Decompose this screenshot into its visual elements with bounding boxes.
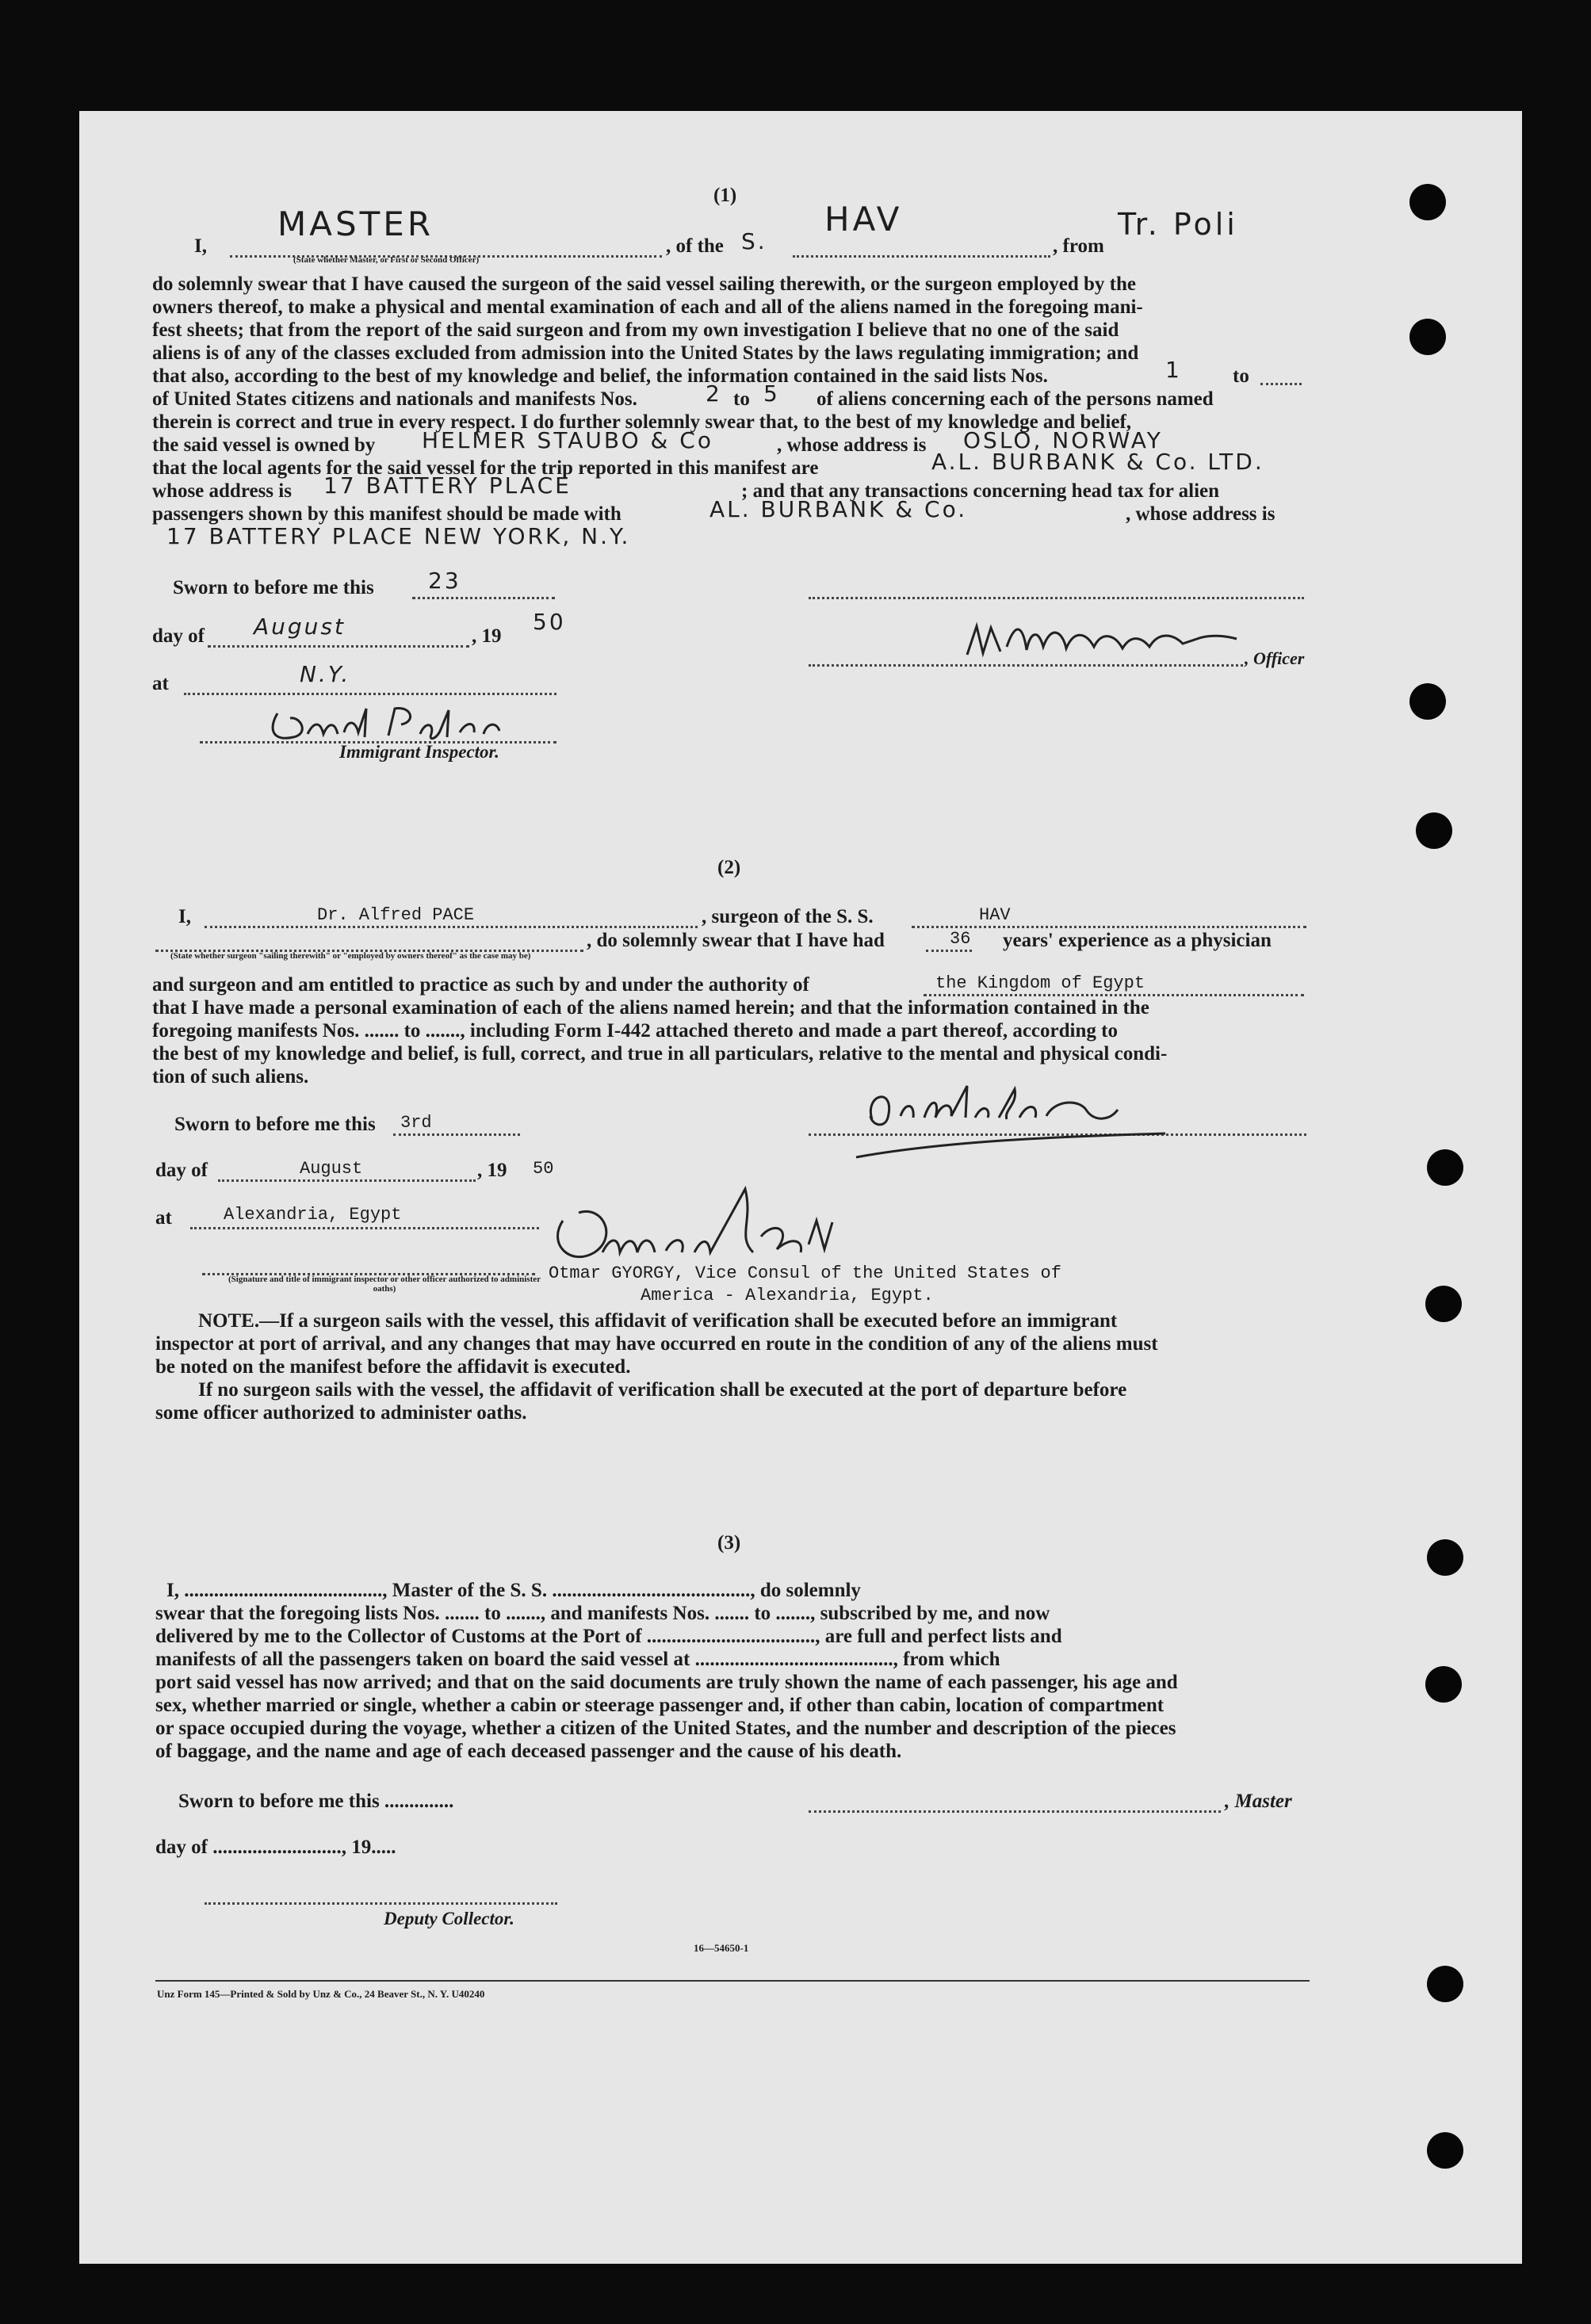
passengers-label: passengers shown by this manifest should be made with	[152, 503, 621, 525]
section-3-line: sex, whether married or single, whether a cabin or steerage passenger and, if other than cabin, location of compartment	[155, 1695, 1165, 1716]
manifests-after: of aliens concerning each of the persons named	[817, 388, 1214, 410]
master-handwritten: MASTER	[277, 204, 434, 243]
day-of-label: day of	[152, 625, 205, 647]
lists-from: 1	[1165, 357, 1182, 383]
month-line	[208, 645, 469, 648]
punch-hole	[1427, 1149, 1463, 1186]
consul-line-1: Otmar GYORGY, Vice Consul of the United States of	[549, 1263, 1061, 1283]
place-line-2	[190, 1227, 539, 1229]
agents-name: A.L. BURBANK & Co. LTD.	[931, 449, 1264, 475]
officer-line-top	[809, 597, 1304, 599]
body-line: owners thereof, to make a physical and mental examination of each and all of the aliens named in the foregoing mani-	[152, 296, 1143, 318]
year-handwritten: 50	[533, 609, 566, 635]
owner-address: OSLO, NORWAY	[963, 427, 1163, 453]
place-handwritten: N.Y.	[300, 661, 351, 687]
punch-hole	[1427, 1539, 1463, 1576]
place-typed: Alexandria, Egypt	[224, 1205, 402, 1225]
sig-note: (Signature and title of immigrant inspector or other officer authorized to administer oaths)	[228, 1275, 541, 1294]
surgeon-signature	[848, 1078, 1181, 1165]
year-prefix-2: , 19	[477, 1160, 507, 1181]
at-label: at	[152, 673, 169, 694]
section-2-number: (2)	[717, 857, 741, 878]
sworn-label-3: Sworn to before me this ..............	[178, 1791, 454, 1812]
printer-line: Unz Form 145—Printed & Sold by Unz & Co., 24 Beaver St., N. Y. U40240	[157, 1988, 485, 2000]
years-label: years' experience as a physician	[1003, 930, 1272, 951]
section-1-number: (1)	[713, 185, 737, 206]
ship-name: HAV	[824, 200, 903, 239]
body-line: the best of my knowledge and belief, is full, correct, and true in all particulars, relative to the mental and physical condi-	[152, 1043, 1168, 1065]
section-3-line: or space occupied during the voyage, whether a citizen of the United States, and the number and description of the pieces	[155, 1718, 1176, 1739]
deputy-line	[205, 1902, 557, 1905]
section-1-i: I,	[194, 235, 207, 257]
month-handwritten: August	[254, 613, 346, 640]
manifests-from: 2	[706, 380, 722, 407]
punch-hole	[1416, 812, 1452, 849]
section-2-i: I,	[178, 906, 191, 927]
whose-address-end: , whose address is	[1126, 503, 1275, 525]
body-line: foregoing manifests Nos. ....... to ......., including Form I-442 attached thereto and made a part thereof, according to	[152, 1020, 1118, 1042]
section-3-line: port said vessel has now arrived; and that on the said documents are truly shown the name of each passenger, his age and	[155, 1672, 1178, 1693]
head-tax-agent: AL. BURBANK & Co.	[709, 496, 968, 522]
section-3-number: (3)	[717, 1532, 741, 1554]
swear-label: , do solemnly swear that I have had	[587, 930, 885, 951]
deputy-label: Deputy Collector.	[384, 1909, 514, 1928]
agents-address-label: whose address is	[152, 480, 292, 502]
section-3-line: delivered by me to the Collector of Customs at the Port of .................................., are full and perfect lists and	[155, 1626, 1062, 1647]
surgeon-ship: HAV	[979, 905, 1011, 925]
punch-hole	[1425, 1666, 1462, 1703]
place-line	[184, 693, 556, 695]
lists-to-line	[1260, 383, 1302, 385]
ss-prefix: S.	[741, 228, 767, 254]
punch-hole	[1409, 683, 1446, 720]
form-code: 16—54650-1	[694, 1942, 749, 1954]
surgeon-ship-line	[912, 926, 1306, 928]
years-typed: 36	[950, 929, 971, 949]
ship-line	[793, 255, 1050, 258]
officer-label: , Officer	[1245, 648, 1305, 668]
section-3-line: swear that the foregoing lists Nos. ....... to ......., and manifests Nos. ....... to ......., subscribed by me, and now	[155, 1603, 1050, 1624]
body-line: that also, according to the best of my knowledge and belief, the information contained in the said lists Nos.	[152, 365, 1048, 387]
body-line: do solemnly swear that I have caused the surgeon of the said vessel sailing therewith, or the surgeon employed by the	[152, 273, 1136, 295]
punch-hole	[1409, 184, 1446, 220]
master-label: , Master	[1225, 1791, 1292, 1812]
sworn-day-2: 3rd	[400, 1113, 432, 1133]
note-line: NOTE.—If a surgeon sails with the vessel, this affidavit of verification shall be executed before an immigrant	[198, 1310, 1118, 1332]
consul-signature	[539, 1173, 856, 1276]
punch-hole	[1427, 2132, 1463, 2169]
inspector-title: Immigrant Inspector.	[339, 742, 499, 762]
body-line: therein is correct and true in every respect. I do further solemnly swear that, to the best of my knowledge and belief,	[152, 411, 1132, 433]
owned-by-label: the said vessel is owned by	[152, 434, 376, 456]
day-of-label-2: day of	[155, 1160, 208, 1181]
surgeon-name: Dr. Alfred PACE	[317, 905, 475, 925]
owner-address-label: , whose address is	[777, 434, 927, 456]
punch-hole	[1409, 319, 1446, 355]
body-line: that I have made a personal examination of each of the aliens named herein; and that the information contained in the	[152, 997, 1149, 1019]
inspector-signature	[262, 698, 523, 747]
body-line: fest sheets; that from the report of the said surgeon and from my own investigation I believe that no one of the said	[152, 319, 1119, 341]
agents-label: that the local agents for the said vessel for the trip reported in this manifest are	[152, 457, 819, 479]
section-3-line: I, ........................................, Master of the S. S. ........................................, do solemnly	[166, 1580, 861, 1601]
at-label-2: at	[155, 1207, 172, 1229]
note-line: If no surgeon sails with the vessel, the affidavit of verification shall be executed at the port of departure before	[198, 1379, 1127, 1401]
note-line: inspector at port of arrival, and any changes that may have occurred en route in the condition of any of the aliens must	[155, 1333, 1158, 1355]
year-typed: 50	[533, 1159, 554, 1179]
manifests-to-label: to	[733, 388, 750, 410]
officer-signature	[959, 615, 1253, 671]
from-label: , from	[1053, 235, 1104, 257]
surgeon-of-label: , surgeon of the S. S.	[702, 906, 874, 927]
authority-label: and surgeon and am entitled to practice as such by and under the authority of	[152, 974, 809, 996]
agents-address: 17 BATTERY PLACE	[323, 472, 572, 499]
year-prefix: , 19	[472, 625, 502, 647]
footer-rule	[155, 1980, 1310, 1982]
punch-hole	[1427, 1966, 1463, 2002]
body-line: of United States citizens and nationals and manifests Nos.	[152, 388, 637, 410]
state-note: (State whether Master, or First or Second Officer)	[293, 255, 480, 265]
body-line: aliens is of any of the classes excluded from admission into the United States by the laws regulating immigration; and	[152, 342, 1139, 364]
from-port: Tr. Poli	[1118, 207, 1238, 242]
body-line: tion of such aliens.	[152, 1066, 309, 1087]
punch-hole	[1425, 1286, 1462, 1322]
lists-to-label: to	[1233, 365, 1249, 387]
of-the-label: , of the	[666, 235, 724, 257]
note-line: be noted on the manifest before the affidavit is executed.	[155, 1356, 631, 1378]
month-typed: August	[300, 1159, 363, 1179]
day-of-label-3: day of .........................., 19.....	[155, 1837, 396, 1858]
manifests-to: 5	[763, 380, 780, 407]
head-tax-address: 17 BATTERY PLACE NEW YORK, N.Y.	[166, 523, 631, 549]
sworn-label: Sworn to before me this	[173, 577, 374, 598]
consul-line-2: America - Alexandria, Egypt.	[641, 1286, 934, 1305]
sworn-label-2: Sworn to before me this	[174, 1114, 376, 1135]
note-line: some officer authorized to administer oaths.	[155, 1402, 527, 1424]
master-sig-line	[809, 1810, 1221, 1813]
surgeon-state-note: (State whether surgeon "sailing therewith" or "employed by owners thereof" as the case may be)	[170, 951, 531, 961]
section-3-line: manifests of all the passengers taken on board the said vessel at ........................................, from which	[155, 1649, 1000, 1670]
head-tax-label: ; and that any transactions concerning head tax for alien	[741, 480, 1220, 502]
section-3-line: of baggage, and the name and age of each deceased passenger and the cause of his death.	[155, 1741, 902, 1762]
sworn-day-line	[412, 597, 555, 599]
owner-name: HELMER STAUBO & Co	[422, 427, 713, 453]
authority-typed: the Kingdom of Egypt	[935, 973, 1145, 993]
sworn-day: 23	[428, 568, 461, 594]
